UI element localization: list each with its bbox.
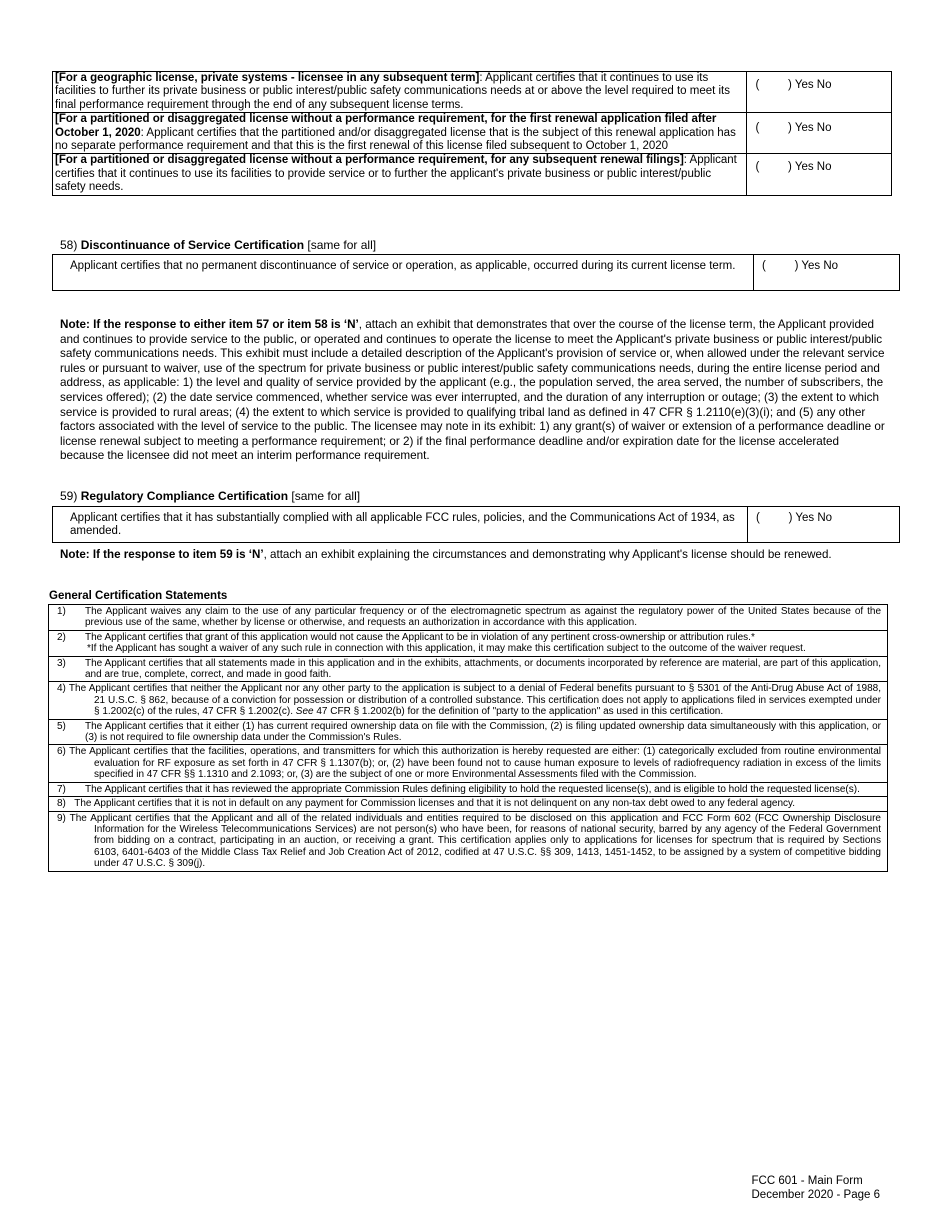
table-row	[49, 797, 888, 811]
certification-heading: [For a partitioned or disaggregated license without a performance requirement, for any subsequent renewal filings]	[55, 154, 684, 167]
table-row: 7) The Applicant certifies that it has reviewed the appropriate Commission Rules defining eligibility to hold the requested license(s), and is eligible to hold the requested license(s).	[49, 782, 888, 796]
note-items-57-58: Note: If the response to either item 57 or item 58 is ‘N’, attach an exhibit that demonstrates that over the course of the license term, the Applicant provided and continues to provide service to the public, or operated and continues to operate the license to meet the Applicant's private business or public interest/public safety communications needs. This exhibit must include a detailed description of the Applicant's provision of service or, when allowed under the relevant service rules or pursuant to waiver, use of the spectrum for private business or public interest/public safety communications needs, during the entire license period and address, as applicable: 1) the level and quality of service provided by the applicant (e.g., the population served, the area served, the number of subscribers, the services offered); (2) the date service commenced, whether service was ever interrupted, and the duration of any interruption or outage; (3) the extent to which service is provided to rural areas; (4) the extent to which service is provided to qualifying tribal land as defined in 47 CFR § 1.2110(e)(3)(i); and (5) any other factors associated with the level of service to the public. The licensee may note in its exhibit: 1) any grant(s) of waiver or extension of a performance deadline or license renewal subject to meeting a performance requirement; or 2) if the final performance deadline and/or expiration date for the license accelerated because the licensee did not meet an interim performance requirement.	[60, 318, 885, 463]
certification-text: : Applicant certifies that it continues to use its facilities to further its private business or public interest/public safety communications needs at or above the level required to meet its final performance requirement through the end of any subsequent license terms.	[55, 72, 731, 111]
note-item-59: Note: If the response to item 59 is ‘N’, attach an exhibit explaining the circumstances and demonstrating why Applicant's license should be renewed.	[60, 548, 832, 561]
item-58-text: Applicant certifies that no permanent discontinuance of service or operation, as applicable, occurred during its current license term.	[53, 255, 754, 290]
certification-heading: [For a geographic license, private systems - licensee in any subsequent term]	[55, 72, 480, 84]
form-name: FCC 601 - Main Form	[751, 1175, 863, 1187]
certification-question	[53, 154, 747, 195]
yes-no-answer[interactable]: ( ) Yes No	[747, 154, 892, 195]
item-59-title: 59) Regulatory Compliance Certification [same for all]	[60, 489, 361, 503]
certification-heading: [For a partitioned or disaggregated license without a performance requirement, for the first renewal application filed after October 1, 2020	[55, 113, 717, 139]
statement-text: 4) The Applicant certifies that neither the Applicant nor any other party to the application is subject to a denial of Federal benefits pursuant to § 5301 of the Anti-Drug Abuse Act of 1988, 21 U.S.C. § 862, because of a conviction for possession or distribution of a controlled substance. This certification does not apply to applications filed in services exempted under § 1.2002(c) of the rules, 47 CFR § 1.2002(c). See 47 CFR § 1.2002(b) for the definition of "party to the application" as used in this certification.	[57, 683, 881, 718]
item-58-answer[interactable]: ( ) Yes No	[762, 260, 839, 272]
table-row	[49, 682, 888, 719]
statement-text: The Applicant waives any claim to the use of any particular frequency or of the electromagnetic spectrum as against the regulatory power of the United States because of the previous use of the same, whether by license or otherwise, and requests an authorization in accordance with this application.	[85, 606, 881, 629]
item-58-box	[52, 254, 900, 291]
table-row	[49, 745, 888, 782]
statement-text: 8) The Applicant certifies that it is not in default on any payment for Commission licenses and that it is not delinquent on any non-tax debt owed to any federal agency.	[57, 798, 796, 810]
certification-text: : Applicant certifies that the partitioned and/or disaggregated license that is the subject of this renewal application has no separate performance requirement and that this is the first renewal of this license filed subsequent to October 1, 2020	[55, 126, 736, 153]
statement-text: 9) The Applicant certifies that the Applicant and all of the related individuals and entities required to be disclosed on this application and FCC Form 602 (FCC Ownership Disclosure Information for the Wireless Telecommunications Services) are not person(s) who have been, for reasons of national security, barred by any agency of the Federal Government from bidding on a contract, participating in an auction, or receiving a grant. This certification applies only to applications for licenses for spectrum that is required by Sections 6103, 6401-6403 of the Middle Class Tax Relief and Job Creation Act of 2012, codified at 47 U.S.C. §§ 309, 1413, 1451-1452, to be assigned by a system of competitive bidding under 47 U.S.C. § 309(j).	[57, 812, 881, 870]
statement-text: 6) The Applicant certifies that the facilities, operations, and transmitters for which this authorization is hereby requested are either: (1) categorically excluded from routine environmental evaluation for RF exposure as set forth in 47 CFR § 1.1307(b); or, (2) have been found not to cause human exposure to levels of radiofrequency radiation in excess of the limits specified in 47 CFR §§ 1.1310 and 2.1093; or, (3) are the subject of one or more Environmental Assessments filed with the Commission.	[57, 746, 881, 781]
table-row: 3) The Applicant certifies that all statements made in this application and in the exhibits, attachments, or documents incorporated by reference are material, are part of this application, and are true, complete, correct, and made in good faith.	[49, 656, 888, 682]
table-row	[53, 154, 892, 195]
statement-text: The Applicant certifies that grant of this application would not cause the Applicant to be in violation of any pertinent cross-ownership or attribution rules.* *If the Applicant has sought a waiver of any such rule in connection with this application, it may make this certification subject to the outcome of the waiver request.	[85, 631, 806, 655]
table-row	[49, 811, 888, 871]
certification-text: : Applicant certifies that it continues to use its facilities to provide service or to further the applicant's private business or public interest/public safety needs.	[55, 154, 737, 194]
statement-text: The Applicant certifies that it has reviewed the appropriate Commission Rules defining eligibility to hold the requested license(s), and is eligible to hold the requested license(s).	[85, 783, 860, 795]
yes-no-answer[interactable]: ( ) Yes No	[747, 72, 892, 113]
item-59-answer[interactable]: ( ) Yes No	[756, 512, 833, 524]
general-certification-title: General Certification Statements	[49, 590, 228, 602]
certification-question	[53, 113, 747, 154]
item-59-box	[52, 506, 900, 543]
item-59-text: Applicant certifies that it has substantially complied with all applicable FCC rules, policies, and the Communications Act of 1934, as amended.	[53, 507, 748, 542]
table-row: 5) The Applicant certifies that it either (1) has current required ownership data on file with the Commission, (2) is filing updated ownership data simultaneously with this application, or (3) is not required to file ownership data under the Commission's Rules.	[49, 719, 888, 745]
table-row	[53, 72, 892, 113]
statement-text: The Applicant certifies that all statements made in this application and in the exhibits, attachments, or documents incorporated by reference are material, are part of this application, and are true, complete, correct, and made in good faith.	[85, 657, 881, 681]
certification-question	[53, 72, 747, 113]
table-row	[53, 113, 892, 154]
table-row: 1) The Applicant waives any claim to the use of any particular frequency or of the electromagnetic spectrum as against the regulatory power of the United States because of the previous use of the same, whether by license or otherwise, and requests an authorization in accordance with this application.	[49, 605, 888, 631]
statement-text: The Applicant certifies that it either (1) has current required ownership data on file with the Commission, (2) is filing updated ownership data simultaneously with this application, or (3) is not required to file ownership data under the Commission's Rules.	[85, 720, 881, 744]
page-footer	[752, 1175, 881, 1202]
page-number: December 2020 - Page 6	[751, 1188, 880, 1201]
item-58-title: 58) Discontinuance of Service Certification [same for all]	[60, 238, 377, 252]
general-certification-table	[48, 604, 888, 872]
yes-no-answer[interactable]: ( ) Yes No	[747, 113, 892, 154]
performance-certification-table	[52, 71, 892, 196]
table-row: 2) The Applicant certifies that grant of this application would not cause the Applicant to be in violation of any pertinent cross-ownership or attribution rules.* *If the Applicant has sought a waiver of any such rule in connection with this application, it may make this certification subject to the outcome of the waiver request.	[49, 630, 888, 656]
